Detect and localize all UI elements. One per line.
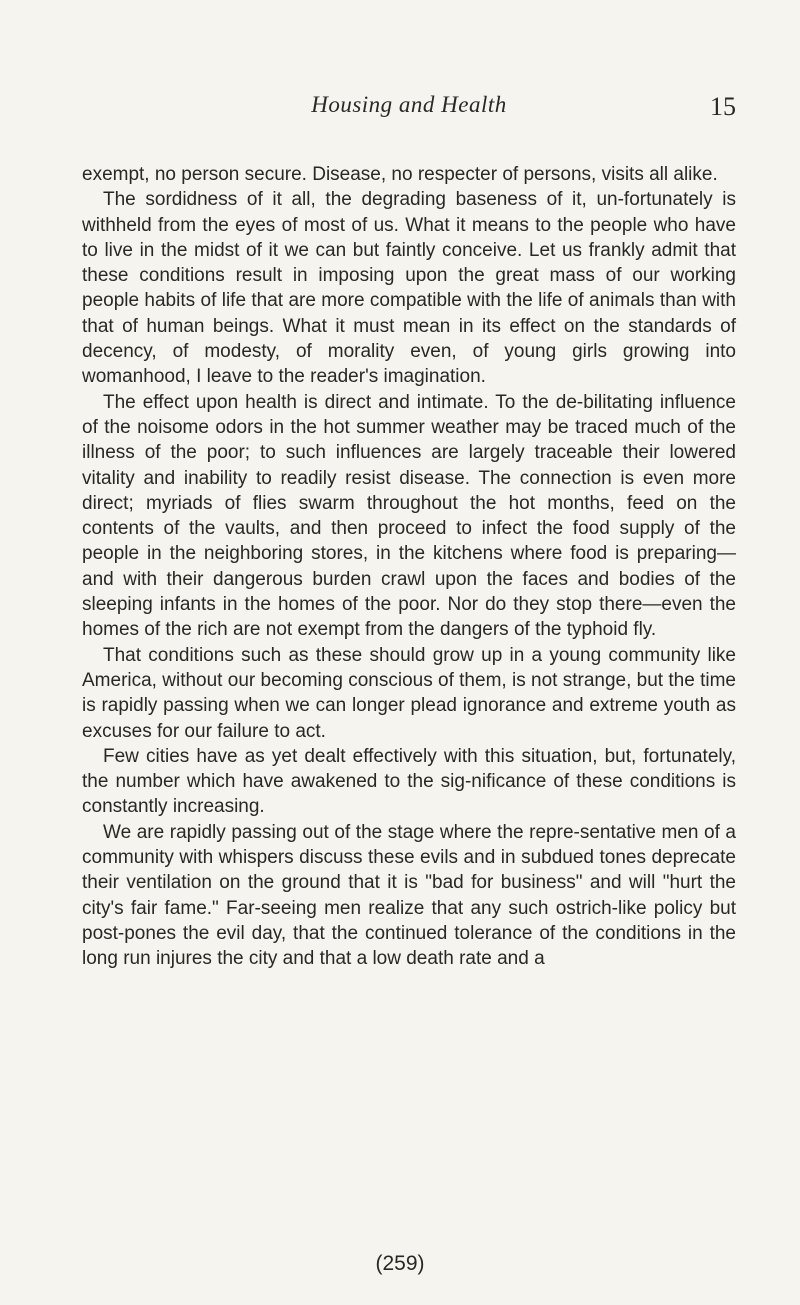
paragraph-health-effect: The effect upon health is direct and intimate. To the de-bilitating influence of the noisome odors in the hot summer weather may be traced much of the illness of the poor; to such influences are largely traceable their lowered vitality and inability to readily resist disease. The connection is even more direct; myriads of flies swarm throughout the hot months, feed on the contents of the vaults, and then proceed to infect the food supply of the people in the neighboring stores, in the kitchens where food is preparing—and with their dangerous burden crawl upon the faces and bodies of the sleeping infants in the homes of the poor. Nor do they stop there—even the homes of the rich are not exempt from the dangers of the typhoid fly. [82, 391, 736, 641]
page-number: 15 [710, 92, 736, 121]
paragraph-continuation: exempt, no person secure. Disease, no respecter of persons, visits all alike. [82, 164, 718, 185]
paragraph-sordidness: The sordidness of it all, the degrading baseness of it, un-fortunately is withheld from the eyes of most of us. What it means to the people who have to live in the midst of it we can but faintly conceive. Let us frankly admit that these conditions result in imposing upon the great mass of our working people habits of life that are more compatible with the life of animals than with that of human beings. What it must mean in its effect on the standards of decency, of modesty, of morality even, of young girls growing into womanhood, I leave to the reader's imagination. [82, 189, 736, 388]
running-title: Housing and Health [311, 92, 507, 117]
running-head [82, 92, 736, 132]
folio: (259) [375, 1252, 425, 1275]
paragraph-few-cities: Few cities have as yet dealt effectively with this situation, but, fortunately, the number which have awakened to the sig-nificance of these conditions is constantly increasing. [82, 745, 736, 818]
paragraph-representative-men: We are rapidly passing out of the stage where the repre-sentative men of a community with whispers discuss these evils and in subdued tones deprecate their ventilation on the ground that it is "bad for business" and will "hurt the city's fair fame." Far-seeing men realize that any such ostrich-like policy but post-pones the evil day, that the continued tolerance of the conditions in the long run injures the city and that a low death rate and a [82, 821, 736, 970]
body-text [82, 162, 736, 972]
paragraph-young-community: That conditions such as these should grow up in a young community like America, without our becoming conscious of them, is not strange, but the time is rapidly passing when we can longer plead ignorance and extreme youth as excuses for our failure to act. [82, 644, 736, 742]
